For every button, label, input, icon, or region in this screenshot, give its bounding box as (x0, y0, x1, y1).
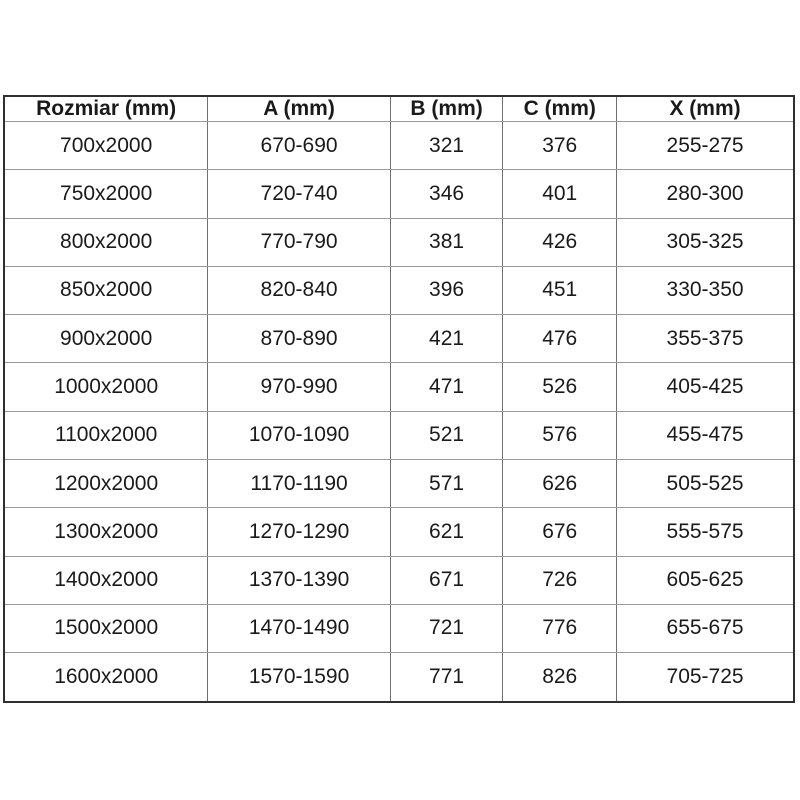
column-header-a: A (mm) (208, 96, 390, 122)
table-cell: 305-325 (617, 218, 794, 266)
table-cell: 280-300 (617, 170, 794, 218)
table-cell: 1370-1390 (208, 556, 390, 604)
table-cell: 970-990 (208, 363, 390, 411)
table-cell: 900x2000 (4, 315, 208, 363)
table-cell: 355-375 (617, 315, 794, 363)
table-cell: 576 (503, 411, 617, 459)
table-cell: 700x2000 (4, 122, 208, 170)
table-cell: 321 (390, 122, 503, 170)
column-header-rozmiar: Rozmiar (mm) (4, 96, 208, 122)
table-cell: 1400x2000 (4, 556, 208, 604)
table-cell: 571 (390, 459, 503, 507)
table-cell: 800x2000 (4, 218, 208, 266)
table-body (4, 122, 794, 703)
header-row (4, 96, 794, 122)
column-header-b: B (mm) (390, 96, 503, 122)
table-cell: 555-575 (617, 508, 794, 556)
table-cell: 1170-1190 (208, 459, 390, 507)
table-cell: 421 (390, 315, 503, 363)
table-cell: 705-725 (617, 653, 794, 702)
column-header-c: C (mm) (503, 96, 617, 122)
table-row (4, 411, 794, 459)
table-cell: 850x2000 (4, 266, 208, 314)
table-row (4, 556, 794, 604)
table-cell: 426 (503, 218, 617, 266)
table-cell: 455-475 (617, 411, 794, 459)
table-cell: 401 (503, 170, 617, 218)
table-cell: 346 (390, 170, 503, 218)
table-row (4, 170, 794, 218)
table-cell: 1000x2000 (4, 363, 208, 411)
table-row (4, 604, 794, 652)
size-table (3, 95, 795, 703)
table-cell: 605-625 (617, 556, 794, 604)
size-table-container (3, 95, 795, 703)
table-row (4, 122, 794, 170)
table-cell: 505-525 (617, 459, 794, 507)
table-cell: 726 (503, 556, 617, 604)
table-row (4, 508, 794, 556)
table-cell: 1300x2000 (4, 508, 208, 556)
table-cell: 376 (503, 122, 617, 170)
table-cell: 405-425 (617, 363, 794, 411)
table-cell: 820-840 (208, 266, 390, 314)
table-cell: 621 (390, 508, 503, 556)
table-cell: 1200x2000 (4, 459, 208, 507)
table-cell: 396 (390, 266, 503, 314)
table-cell: 1600x2000 (4, 653, 208, 702)
table-cell: 476 (503, 315, 617, 363)
table-cell: 826 (503, 653, 617, 702)
table-cell: 771 (390, 653, 503, 702)
table-row (4, 218, 794, 266)
table-cell: 1100x2000 (4, 411, 208, 459)
table-cell: 451 (503, 266, 617, 314)
table-cell: 1470-1490 (208, 604, 390, 652)
table-cell: 750x2000 (4, 170, 208, 218)
table-row (4, 653, 794, 702)
table-cell: 670-690 (208, 122, 390, 170)
table-cell: 671 (390, 556, 503, 604)
table-row (4, 363, 794, 411)
table-cell: 1070-1090 (208, 411, 390, 459)
column-header-x: X (mm) (617, 96, 794, 122)
table-cell: 1270-1290 (208, 508, 390, 556)
table-cell: 471 (390, 363, 503, 411)
table-cell: 521 (390, 411, 503, 459)
table-cell: 526 (503, 363, 617, 411)
table-cell: 381 (390, 218, 503, 266)
table-cell: 255-275 (617, 122, 794, 170)
table-cell: 870-890 (208, 315, 390, 363)
table-cell: 721 (390, 604, 503, 652)
table-cell: 770-790 (208, 218, 390, 266)
table-cell: 655-675 (617, 604, 794, 652)
table-cell: 1500x2000 (4, 604, 208, 652)
table-row (4, 315, 794, 363)
table-row (4, 459, 794, 507)
table-cell: 1570-1590 (208, 653, 390, 702)
table-cell: 776 (503, 604, 617, 652)
table-cell: 330-350 (617, 266, 794, 314)
table-cell: 626 (503, 459, 617, 507)
table-row (4, 266, 794, 314)
table-cell: 676 (503, 508, 617, 556)
table-cell: 720-740 (208, 170, 390, 218)
